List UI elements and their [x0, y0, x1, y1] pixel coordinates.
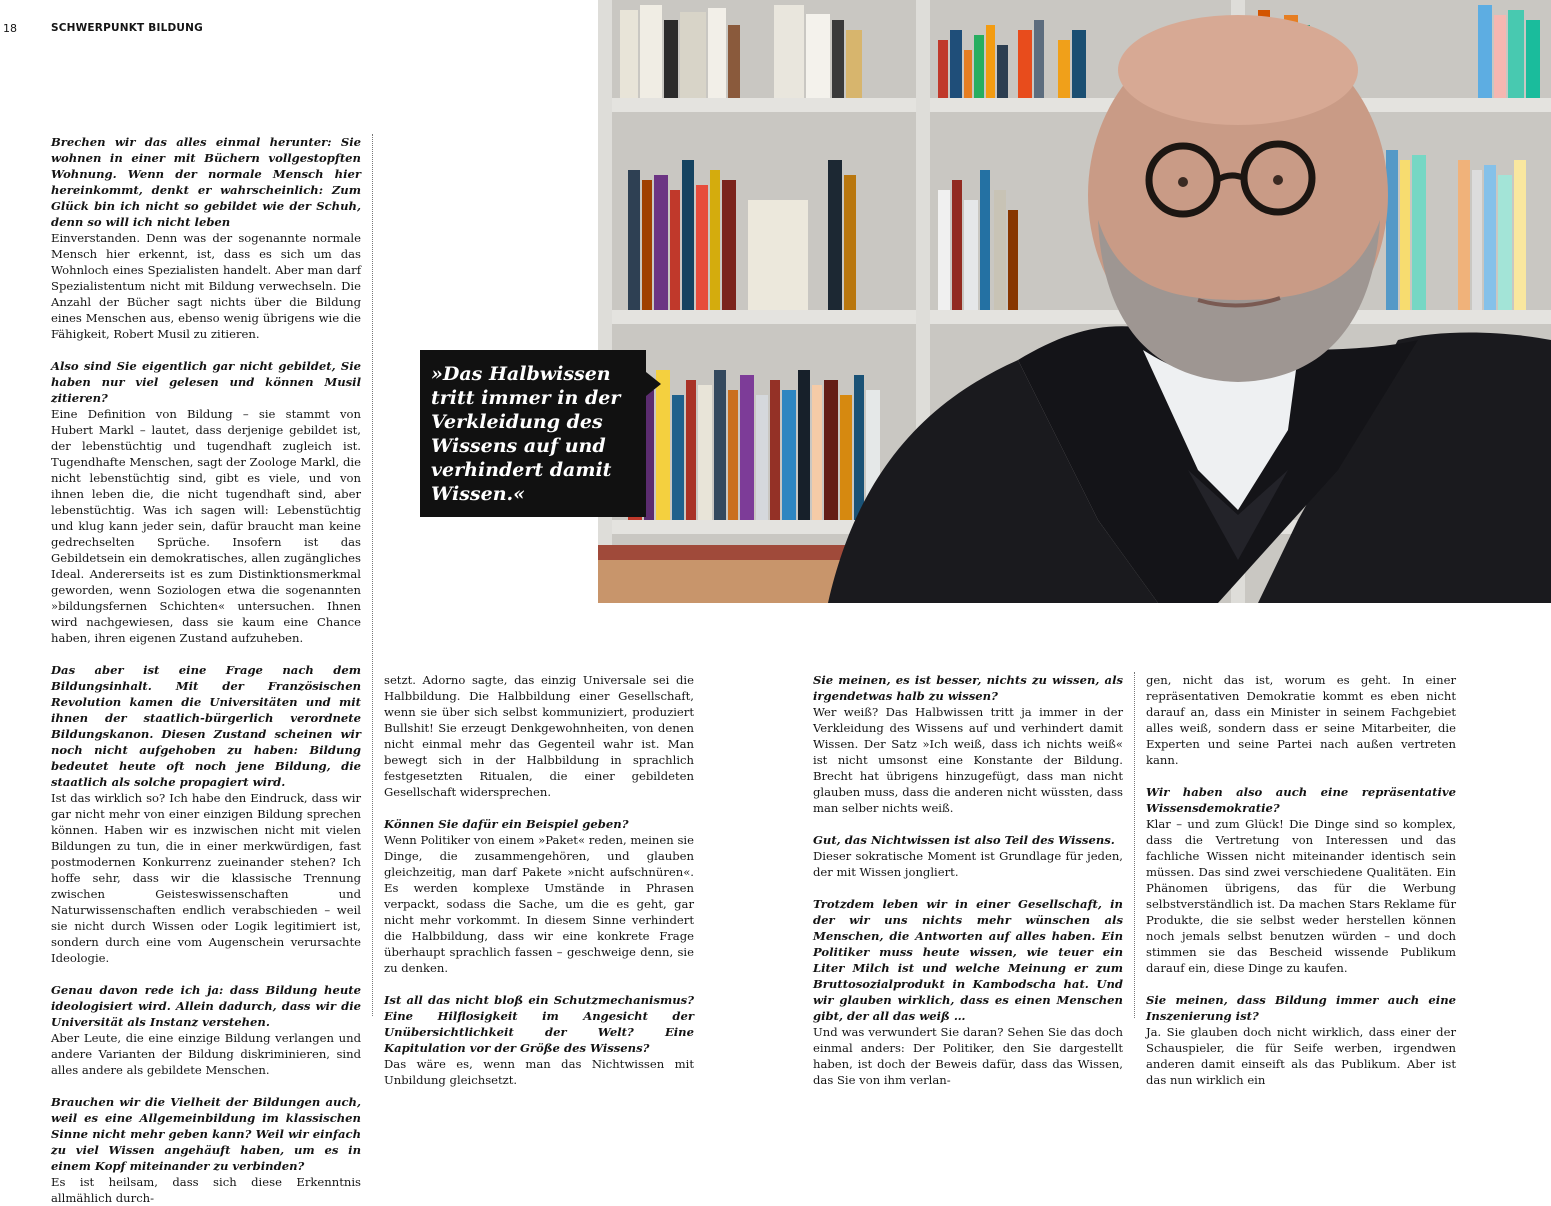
answer-text: Klar – und zum Glück! Die Dinge sind so komplex, dass die Vertretung von Interessen und das fachliche Wissen nicht miteinander identisch sein müssen. Das sind zwei verschiedene Qualitäten. Ein Phänomen übrigens, das für die Werbung selbstverständlich ist. Da machen Stars Reklame für Produkte, die sie selbst weder herstellen können noch jemals selbst benutzen würden – und doch stimmen sie das Bescheid wissende Publikum darauf ein, diese Dinge zu kaufen.: [1146, 817, 1456, 975]
answer-text: Das wäre es, wenn man das Nichtwissen mit Unbildung gleichsetzt.: [384, 1057, 694, 1087]
article-column-4: [1146, 672, 1456, 1088]
question-text: Sie meinen, es ist besser, nichts zu wissen, als irgendetwas halb zu wissen?: [813, 673, 1123, 703]
article-column-3: [813, 672, 1123, 1088]
answer-text: Aber Leute, die eine einzige Bildung verlangen und andere Varianten der Bildung diskriminieren, sind alles andere als gebildete Menschen.: [51, 1031, 361, 1077]
question-text: Trotzdem leben wir in einer Gesellschaft, in der wir uns nichts mehr wünschen als Menschen, die Antworten auf alles haben. Ein Politiker muss heute wissen, wie teuer ein Liter Milch ist und welche Meinung er zum Bruttosozialprodukt in Kambodscha hat. Und wir glauben wirklich, dass es einen Menschen gibt, der all das weiß …: [813, 897, 1123, 1023]
answer-text: Wer weiß? Das Halbwissen tritt ja immer in der Verkleidung des Wissens auf und verhindert damit Wissen. Der Satz »Ich weiß, dass ich nichts weiß« ist nicht umsonst eine Konstante der Bildung. Brecht hat übrigens hinzugefügt, dass man nicht glauben muss, dass die anderen nicht wüssten, dass man selber nichts weiß.: [813, 705, 1123, 815]
answer-text: Wenn Politiker von einem »Paket« reden, meinen sie Dinge, die zusammengehören, und glauben gleichzeitig, man darf Pakete »nicht aufschnüren«. Es werden komplexe Umstände in Phrasen verpackt, sodass die Sache, um die es geht, gar nicht mehr vorkommt. In diesem Sinne verhindert die Halbbildung, dass wir eine konkrete Frage überhaupt sprachlich fassen – geschweige denn, sie zu denken.: [384, 833, 694, 975]
question-text: Also sind Sie eigentlich gar nicht gebildet, Sie haben nur viel gelesen und können Musil zitieren?: [51, 359, 361, 405]
answer-text: Es ist heilsam, dass sich diese Erkenntnis allmählich durch-: [51, 1175, 361, 1205]
column-divider: [1134, 672, 1135, 1018]
question-text: Wir haben also auch eine repräsentative Wissensdemokratie?: [1146, 785, 1456, 815]
article-column-2: [384, 672, 694, 1088]
column-divider: [372, 134, 373, 1016]
portrait-photo-icon: [598, 0, 1551, 603]
answer-text: Und was verwundert Sie daran? Sehen Sie das doch einmal anders: Der Politiker, den Sie dargestellt haben, ist doch der Beweis dafür, dass das Wissen, das Sie von ihm verlan-: [813, 1025, 1123, 1087]
answer-text: Ja. Sie glauben doch nicht wirklich, dass einer der Schauspieler, die für Seife werben, irgendwen anderen damit einseift als das Publikum. Aber ist das nun wirklich ein: [1146, 1025, 1456, 1087]
pull-quote-text: »Das Halbwissen tritt immer in der Verkleidung des Wissens auf und verhindert damit Wissen.«: [431, 363, 621, 505]
question-text: Können Sie dafür ein Beispiel geben?: [384, 817, 629, 831]
answer-text: Eine Definition von Bildung – sie stammt von Hubert Markl – lautet, dass derjenige gebildet ist, der lebenstüchtig und tugendhaft zugleich ist. Tugendhafte Menschen, sagt der Zoologe Markl, die nicht lebenstüchtig sind, gibt es viele, und von ihnen leben die, die nicht tugendhaft sind, aber lebenstüchtig. Was ich sagen will: Lebenstüchtig und klug kann jeder sein, dafür braucht man keine gedrechselten Sprüche. Insofern ist das Gebildetsein ein demokratisches, allen zugängliches Ideal. Andererseits ist es zum Distinktionsmerkmal geworden, wenn Soziologen etwa die sogenannten »bildungsfernen Schichten« untersuchen. Ihnen wird nachgewiesen, dass sie kaum eine Chance haben, ihren eigenen Zustand aufzuheben.: [51, 407, 361, 645]
article-column-1: [51, 134, 361, 1206]
page-number: 18: [3, 22, 17, 35]
answer-text: Dieser sokratische Moment ist Grundlage für jeden, der mit Wissen jongliert.: [813, 849, 1123, 879]
answer-text: Ist das wirklich so? Ich habe den Eindruck, dass wir gar nicht mehr von einer einzigen Bildung sprechen können. Haben wir es inzwischen nicht mit vielen Bildungen zu tun, die in einer merkwürdigen, fast postmodernen Konkurrenz zueinander stehen? Ich hoffe sehr, dass wir die klassische Trennung zwischen Geisteswissenschaften und Naturwissenschaften endlich verabschieden – weil sie nicht durch Wissen oder Logik legitimiert ist, sondern durch eine vom Augenschein verursachte Ideologie.: [51, 791, 361, 965]
question-text: Brauchen wir die Vielheit der Bildungen auch, weil es eine Allgemeinbildung im klassischen Sinne nicht mehr geben kann? Weil wir einfach zu viel Wissen angehäuft haben, um es in einem Kopf miteinander zu verbinden?: [51, 1095, 361, 1173]
question-text: Ist all das nicht bloß ein Schutzmechanismus? Eine Hilflosigkeit im Angesicht der Unübersichtlichkeit der Welt? Eine Kapitulation vor der Größe des Wissens?: [384, 993, 694, 1055]
question-text: Sie meinen, dass Bildung immer auch eine Inszenierung ist?: [1146, 993, 1456, 1023]
question-text: Brechen wir das alles einmal herunter: Sie wohnen in einer mit Büchern vollgestopften Wohnung. Wenn der normale Mensch hier hereinkommt, denkt er wahrscheinlich: Zum Glück bin ich nicht so gebildet wie der Schuh, denn so will ich nicht leben: [51, 135, 361, 229]
question-text: Gut, das Nichtwissen ist also Teil des Wissens.: [813, 833, 1115, 847]
answer-text: Einverstanden. Denn was der sogenannte normale Mensch hier erkennt, ist, dass es sich um das Wohnloch eines Spezialisten handelt. Aber man darf Spezialistentum nicht mit Bildung verwechseln. Die Anzahl der Bücher sagt nichts über die Bildung eines Menschen aus, ebenso wenig übrigens wie die Fähigkeit, Robert Musil zu zitieren.: [51, 231, 361, 341]
portrait-photo: [598, 0, 1551, 603]
answer-text: setzt. Adorno sagte, das einzig Universale sei die Halbbildung. Die Halbbildung einer Gesellschaft, wenn sie über sich selbst kommuniziert, produziert Bullshit! Sie erzeugt Denkgewohnheiten, von denen nicht einmal mehr das Gegenteil wahr ist. Man bewegt sich in der Halbbildung in sprachlich festgesetzten Ritualen, die einer gebildeten Gesellschaft widersprechen.: [384, 673, 694, 799]
answer-text: gen, nicht das ist, worum es geht. In einer repräsentativen Demokratie kommt es eben nicht darauf an, dass ein Minister in seinem Fachgebiet alles weiß, sondern dass er seine Mitarbeiter, die Experten und seine Partei nach außen vertreten kann.: [1146, 673, 1456, 767]
pull-quote: [420, 350, 646, 517]
question-text: Genau davon rede ich ja: dass Bildung heute ideologisiert wird. Allein dadurch, dass wir die Universität als Instanz verstehen.: [51, 983, 361, 1029]
section-title: SCHWERPUNKT BILDUNG: [51, 22, 203, 34]
question-text: Das aber ist eine Frage nach dem Bildungsinhalt. Mit der Französischen Revolution kamen die Universitäten und mit ihnen der staatlich-bürgerlich verordnete Bildungskanon. Diesen Zustand scheinen wir noch nicht aufgehoben zu haben: Bildung bedeutet heute oft noch jene Bildung, die staatlich als solche propagiert wird.: [51, 663, 361, 789]
